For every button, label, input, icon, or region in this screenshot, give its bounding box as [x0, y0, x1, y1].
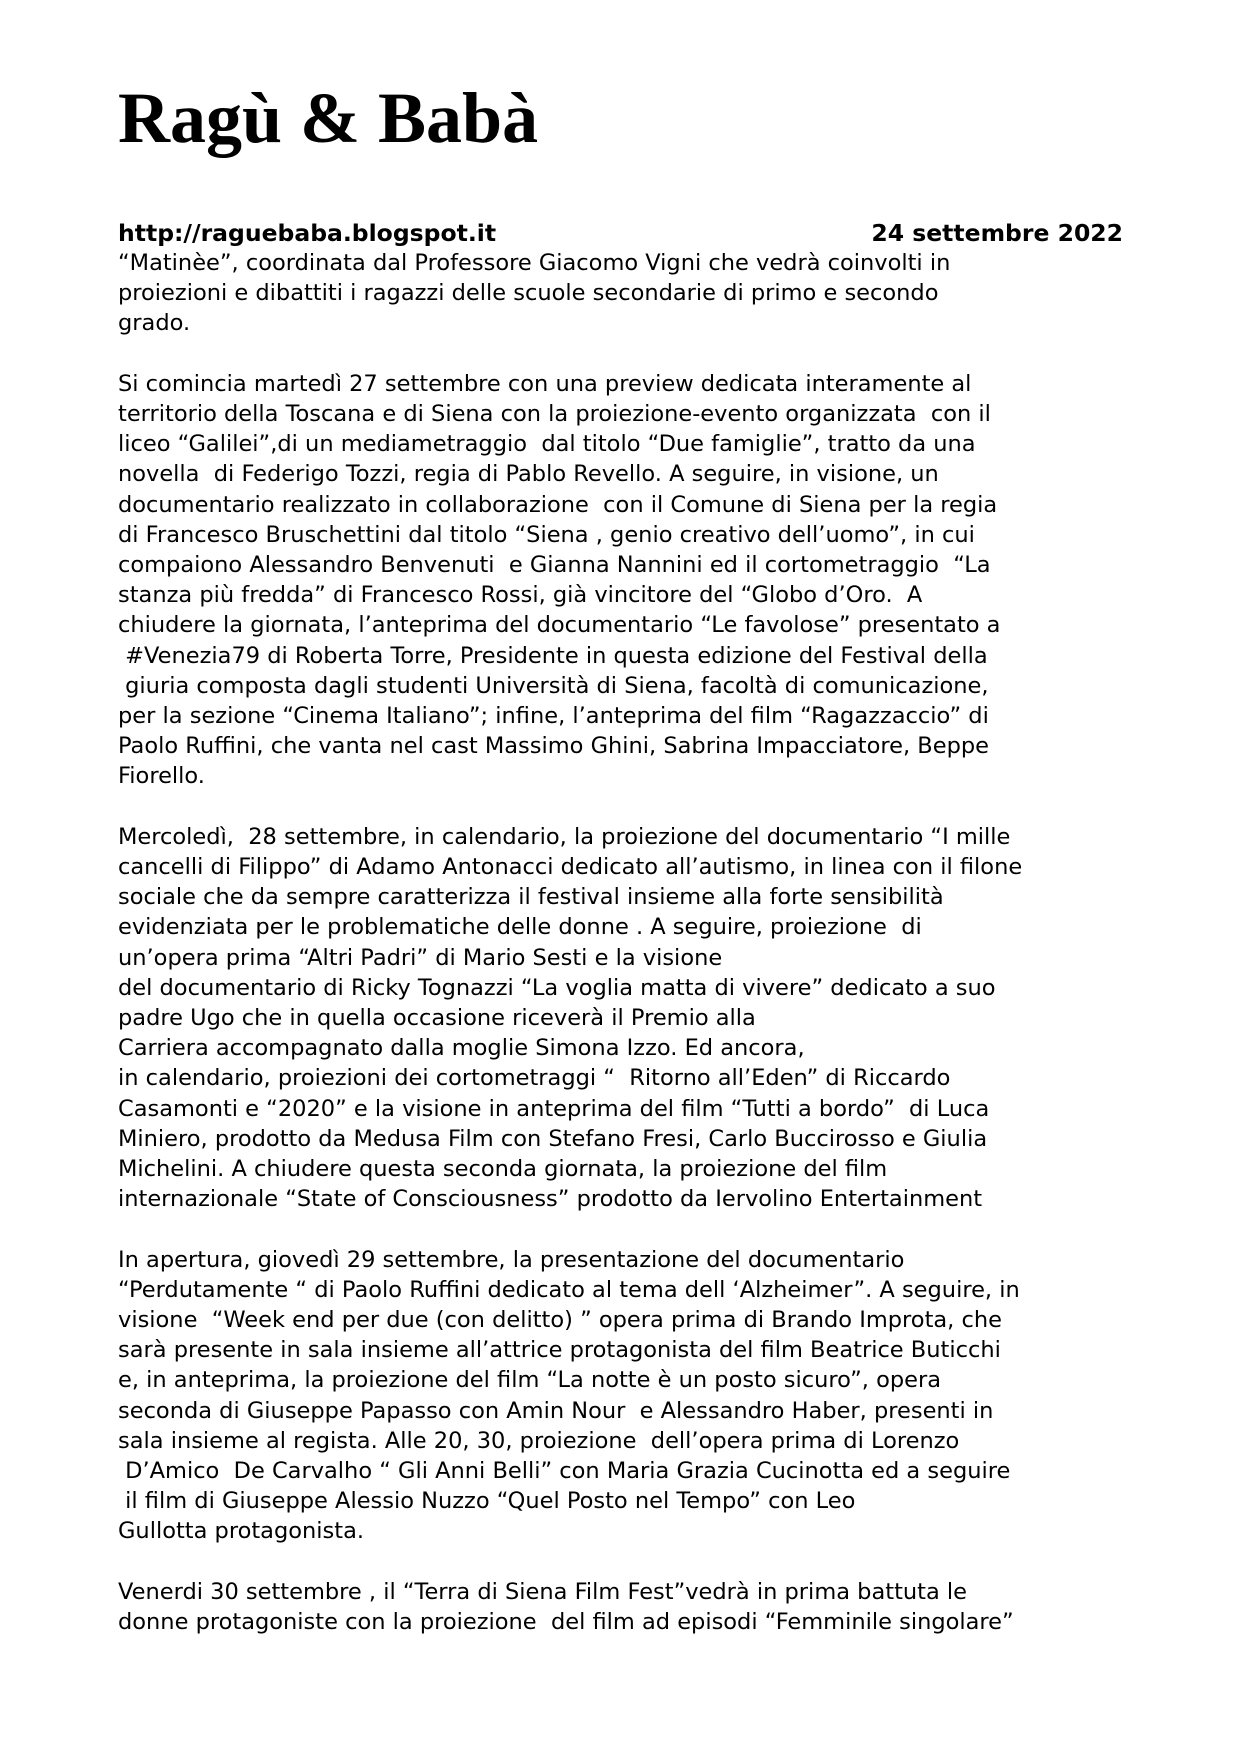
text-line: e, in anteprima, la proiezione del film “La notte è un posto sicuro”, opera — [118, 1367, 942, 1394]
text-line: il film di Giuseppe Alessio Nuzzo “Quel Posto nel Tempo” con Leo — [118, 1488, 856, 1515]
blog-url: http://raguebaba.blogspot.it — [118, 219, 497, 247]
text-line: Si comincia martedì 27 settembre con una preview dedicata interamente al — [118, 370, 972, 397]
text-line: Fiorello. — [118, 763, 205, 790]
text-line: Venerdi 30 settembre , il “Terra di Siena Film Fest”vedrà in prima battuta le — [118, 1578, 968, 1605]
text-line: Miniero, prodotto da Medusa Film con Stefano Fresi, Carlo Buccirosso e Giulia — [118, 1125, 988, 1152]
text-line: In apertura, giovedì 29 settembre, la presentazione del documentario — [118, 1246, 905, 1273]
article-paragraph — [118, 1577, 1128, 1637]
text-line: padre Ugo che in quella occasione riceverà il Premio alla — [118, 1005, 756, 1032]
text-line: Casamonti e “2020” e la visione in anteprima del film “Tutti a bordo” di Luca — [118, 1095, 990, 1122]
text-line: di Francesco Bruschettini dal titolo “Siena , genio creativo dell’uomo”, in cui — [118, 521, 975, 548]
text-line: proiezioni e dibattiti i ragazzi delle scuole secondarie di primo e secondo — [118, 280, 939, 307]
publication-date: 24 settembre 2022 — [871, 219, 1123, 247]
article-paragraph — [118, 822, 1128, 1215]
article-paragraph — [118, 1245, 1128, 1547]
text-line: giuria composta dagli studenti Università di Siena, facoltà di comunicazione, — [118, 672, 989, 699]
text-line: del documentario di Ricky Tognazzi “La voglia matta di vivere” dedicato a suo — [118, 974, 996, 1001]
text-line: novella di Federigo Tozzi, regia di Pablo Revello. A seguire, in visione, un — [118, 461, 939, 488]
text-line: cancelli di Filippo” di Adamo Antonacci dedicato all’autismo, in linea con il filone — [118, 854, 1023, 881]
text-line: territorio della Toscana e di Siena con la proiezione-evento organizzata con il — [118, 401, 991, 427]
text-line: visione “Week end per due (con delitto) ” opera prima di Brando Improta, che — [118, 1307, 1002, 1334]
text-line: “Perdutamente “ di Paolo Ruffini dedicato al tema dell ‘Alzheimer”. A seguire, in — [118, 1276, 1020, 1303]
masthead-info-row — [118, 218, 1123, 248]
text-line: liceo “Galilei”,di un mediametraggio dal titolo “Due famiglie”, tratto da una — [118, 431, 976, 458]
text-line: Mercoledì, 28 settembre, in calendario, la proiezione del documentario “I mille — [118, 823, 1011, 850]
article-paragraph — [118, 369, 1128, 792]
text-line: internazionale “State of Consciousness” prodotto da Iervolino Entertainment — [118, 1186, 983, 1213]
article-paragraph — [118, 248, 1128, 339]
text-line: per la sezione “Cinema Italiano”; infine, l’anteprima del film “Ragazzaccio” di — [118, 703, 989, 730]
text-line: Michelini. A chiudere questa seconda giornata, la proiezione del film — [118, 1156, 888, 1183]
text-line: #Venezia79 di Roberta Torre, Presidente in questa edizione del Festival della — [118, 642, 988, 669]
masthead-title: Ragù & Babà — [118, 78, 539, 158]
text-line: sala insieme al regista. Alle 20, 30, proiezione dell’opera prima di Lorenzo — [118, 1427, 960, 1454]
text-line: Carriera accompagnato dalla moglie Simona Izzo. Ed ancora, — [118, 1035, 805, 1062]
text-line: seconda di Giuseppe Papasso con Amin Nour e Alessandro Haber, presenti in — [118, 1397, 994, 1424]
text-line: in calendario, proiezioni dei cortometraggi “ Ritorno all’Eden” di Riccardo — [118, 1065, 951, 1092]
text-line: documentario realizzato in collaborazione con il Comune di Siena per la regia — [118, 491, 998, 518]
text-line: grado. — [118, 310, 191, 337]
text-line: compaiono Alessandro Benvenuti e Gianna Nannini ed il cortometraggio “La — [118, 552, 991, 579]
text-line: stanza più fredda” di Francesco Rossi, già vincitore del “Globo d’Oro. A — [118, 582, 923, 609]
text-line: sociale che da sempre caratterizza il festival insieme alla forte sensibilità — [118, 884, 944, 911]
article-body — [118, 248, 1128, 1667]
text-line: sarà presente in sala insieme all’attrice protagonista del film Beatrice Buticchi — [118, 1337, 1001, 1364]
text-line: donne protagoniste con la proiezione del film ad episodi “Femminile singolare” — [118, 1609, 1014, 1636]
text-line: D’Amico De Carvalho “ Gli Anni Belli” con Maria Grazia Cucinotta ed a seguire — [118, 1458, 1011, 1485]
text-line: Gullotta protagonista. — [118, 1518, 365, 1545]
text-line: chiudere la giornata, l’anteprima del documentario “Le favolose” presentato a — [118, 612, 1001, 639]
text-line: Paolo Ruffini, che vanta nel cast Massimo Ghini, Sabrina Impacciatore, Beppe — [118, 733, 989, 760]
text-line: “Matinèe”, coordinata dal Professore Giacomo Vigni che vedrà coinvolti in — [118, 250, 951, 276]
text-line: un’opera prima “Altri Padri” di Mario Sesti e la visione — [118, 944, 723, 971]
text-line: evidenziata per le problematiche delle donne . A seguire, proiezione di — [118, 914, 922, 941]
